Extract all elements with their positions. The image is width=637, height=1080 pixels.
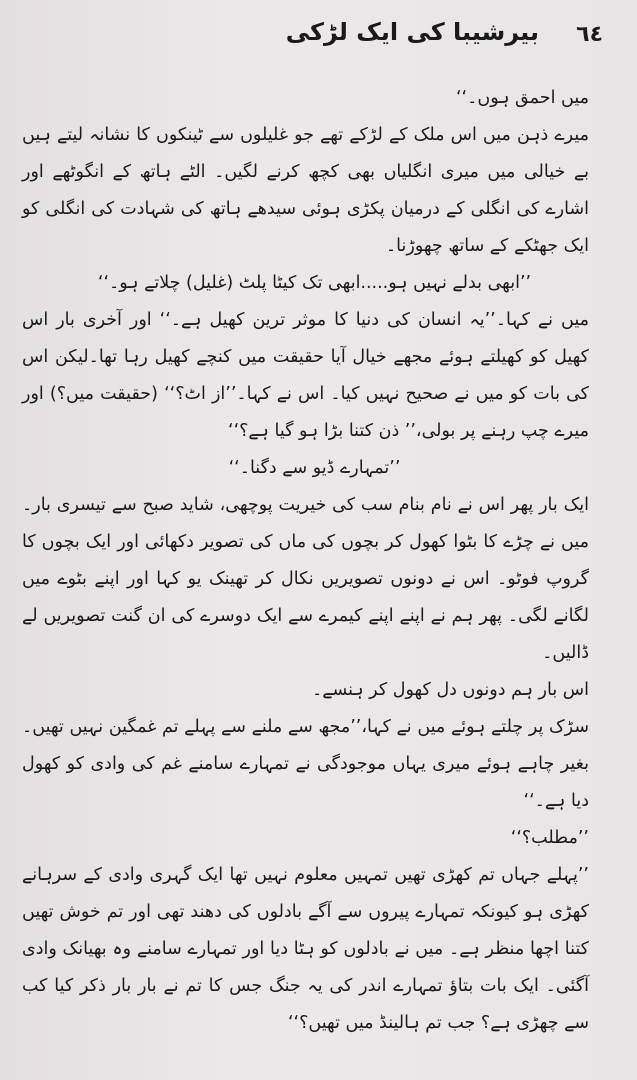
running-title: بیرشیبا کی ایک لڑکی [285,18,539,46]
paragraph: سڑک پر چلتے ہوئے میں نے کہا،’’مجھ سے ملنے سے پہلے تم غمگین نہیں تھیں۔ بغیر چاہے ہوئے میری یہاں موجودگی نے تمہارے سامنے غم کی وادی کو کھول دیا ہے۔‘‘ [22,717,589,811]
paragraph: ایک بار پھر اس نے نام بنام سب کی خیریت پوچھی، شاید صبح سے تیسری بار۔ میں نے چڑے کا بٹوا کھول کر بچوں کی ماں کی تصویر دکھائی اور ایک بچوں کا گروپ فوٹو۔ اس نے دونوں تصویریں نکال کر تھینک یو کہا اور اپنے بٹوے میں لگانے لگی۔ پھر ہم نے اپنے اپنے کیمرے سے ایک دوسرے کی ان گنت تصویریں لے ڈالیں۔ [22,495,589,663]
paragraph: میرے ذہن میں اس ملک کے لڑکے تھے جو غلیلوں سے ٹینکوں کا نشانہ لیتے ہیں بے خیالی میں میری انگلیاں بھی کچھ کرنے لگیں۔ الٹے ہاتھ کے انگوٹھے اور اشارے کی انگلی کے درمیان پکڑی ہوئی سیدھے ہاتھ کی شہادت کی انگلی کو ایک جھٹکے کے ساتھ چھوڑنا۔ [22,125,589,256]
paragraph: ’’تمہارے ڈیو سے دگنا۔‘‘ [228,458,401,478]
paragraph: ’’ابھی بدلے نہیں ہو.....ابھی تک کیٹا پلٹ (غلیل) چلاتے ہو۔‘‘ [97,273,532,293]
body-text [22,80,607,1042]
paragraph: ’’مطلب؟‘‘ [510,828,589,848]
paragraph: میں احمق ہوں۔‘‘ [455,88,589,108]
page-number: ٦٤ [576,22,603,47]
page-header [0,12,637,62]
paragraph: اس بار ہم دونوں دل کھول کر ہنسے۔ [311,680,589,700]
paragraph: میں نے کہا۔’’یہ انسان کی دنیا کا موثر ترین کھیل ہے۔‘‘ اور آخری بار اس کھیل کو کھیلتے ہوئے مجھے خیال آیا حقیقت میں کنچے کھیل رہا تھا۔لیکن اس کی بات کو میں نے صحیح نہیں کیا۔ اس نے کہا۔’’از اٹ؟‘‘ (حقیقت میں؟) اور میرے چپ رہنے پر بولی،’’ ذن کتنا بڑا ہو گیا ہے؟‘‘ [22,310,589,441]
paragraph: ’’پہلے جہاں تم کھڑی تھیں تمہیں معلوم نہیں تھا ایک گہری وادی کے سرہانے کھڑی ہو کیونکہ تمہارے پیروں سے آگے بادلوں کی دھند تھی اور تم خوش تھیں کتنا اچھا منظر ہے۔ میں نے بادلوں کو ہٹا دیا اور تمہارے سامنے وہ بھیانک وادی آگئی۔ ایک بات بتاؤ تمہارے اندر کی یہ جنگ جس کا تم نے بار بار ذکر کیا کب سے چھڑی ہے؟ جب تم ہالینڈ میں تھیں؟‘‘ [22,865,589,1033]
